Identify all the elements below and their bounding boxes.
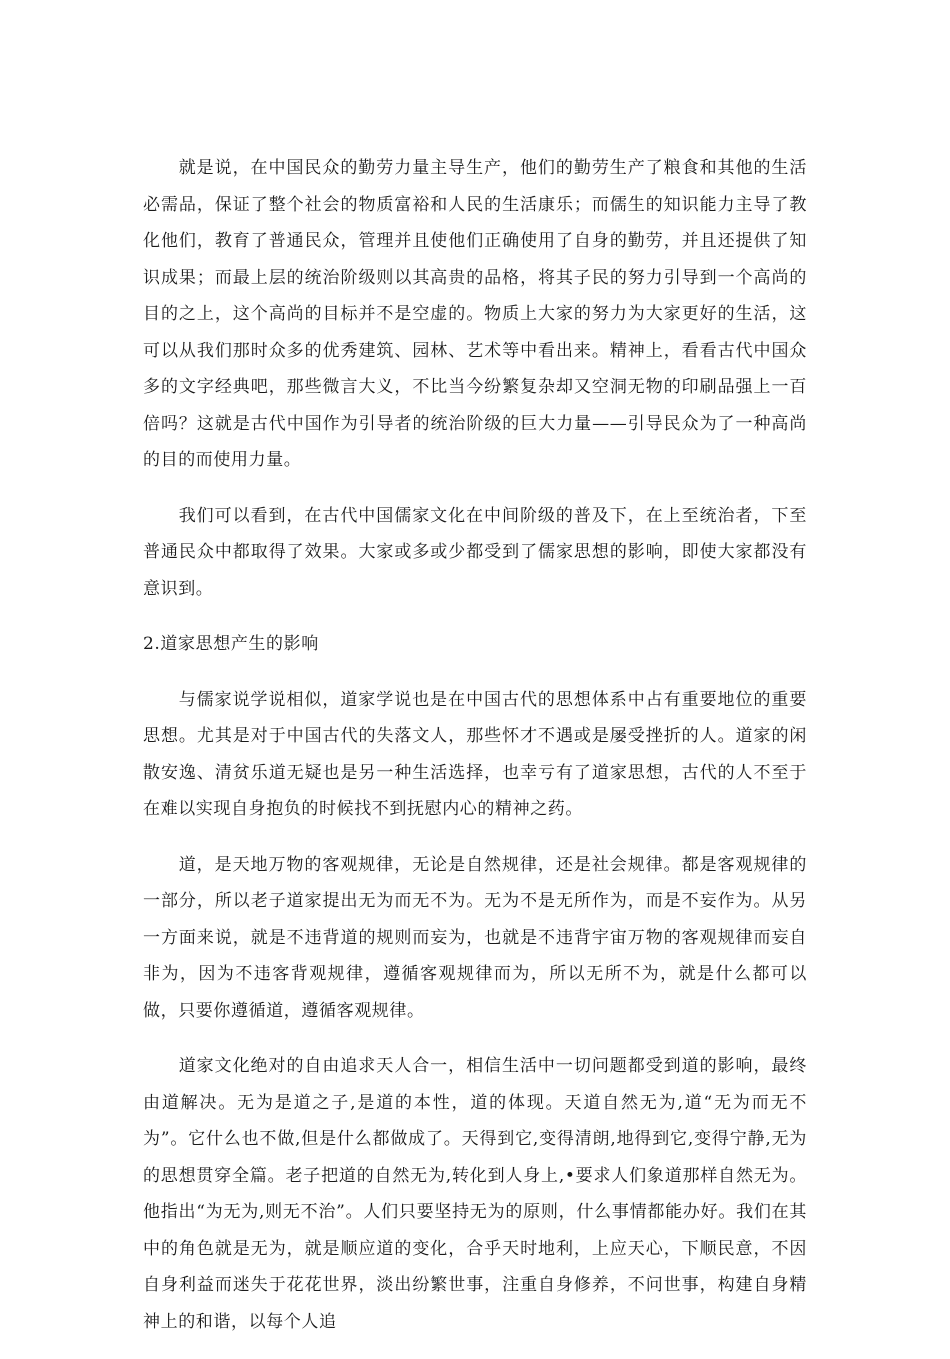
paragraph-confucian-roles: 就是说，在中国民众的勤劳力量主导生产，他们的勤劳生产了粮食和其他的生活必需品，保证了整个社会的物质富裕和人民的生活康乐；而儒生的知识能力主导了教化他们，教育了普通民众，管理并且使他们正确使用了自身的勤劳，并且还提供了知识成果；而最上层的统治阶级则以其高贵的品格，将其子民的努力引导到一个高尚的目的之上，这个高尚的目标并不是空虚的。物质上大家的努力为大家更好的生活，这可以从我们那时众多的优秀建筑、园林、艺术等中看出来。精神上，看看古代中国众多的文字经典吧，那些微言大义，不比当今纷繁复杂却又空洞无物的印刷品强上一百倍吗？这就是古代中国作为引导者的统治阶级的巨大力量——引导民众为了一种高尚的目的而使用力量。 xyxy=(143,158,807,470)
paragraph-confucian-effect: 我们可以看到，在古代中国儒家文化在中间阶级的普及下，在上至统治者，下至普通民众中都取得了效果。大家或多或少都受到了儒家思想的影响，即使大家都没有意识到。 xyxy=(143,505,807,599)
paragraph-tao-definition: 道，是天地万物的客观规律，无论是自然规律，还是社会规律。都是客观规律的一部分，所以老子道家提出无为而无不为。无为不是无所作为，而是不妄作为。从另一方面来说，就是不违背道的规则而妄为，也就是不违背宇宙万物的客观规律而妄自非为，因为不违客背观规律，遵循客观规律而为，所以无所不为，就是什么都可以做，只要你遵循道，遵循客观规律。 xyxy=(143,854,807,1021)
paragraph-taoism-intro: 与儒家说学说相似，道家学说也是在中国古代的思想体系中占有重要地位的重要思想。尤其是对于中国古代的失落文人，那些怀才不遇或是屡受挫折的人。道家的闲散安逸、清贫乐道无疑也是另一种生活选择，也幸亏有了道家思想，古代的人不至于在难以实现自身抱负的时候找不到抚慰内心的精神之药。 xyxy=(143,689,807,819)
section-heading-taoism: 2.道家思想产生的影响 xyxy=(143,634,319,654)
document-body xyxy=(143,150,807,1359)
paragraph-wuwei: 道家文化绝对的自由追求天人合一，相信生活中一切问题都受到道的影响，最终由道解决。无为是道之子,是道的本性，道的体现。天道自然无为,道“无为而无不为”。它什么也不做,但是什么都做成了。天得到它,变得清朗,地得到它,变得宁静,无为的思想贯穿全篇。老子把道的自然无为,转化到人身上,•要求人们象道那样自然无为。他指出“为无为,则无不治”。人们只要坚持无为的原则，什么事情都能办好。我们在其中的角色就是无为，就是顺应道的变化，合乎天时地利，上应天心，下顺民意，不因自身利益而迷失于花花世界，淡出纷繁世事，注重自身修养，不问世事，构建自身精神上的和谐，以每个人追 xyxy=(143,1056,807,1332)
